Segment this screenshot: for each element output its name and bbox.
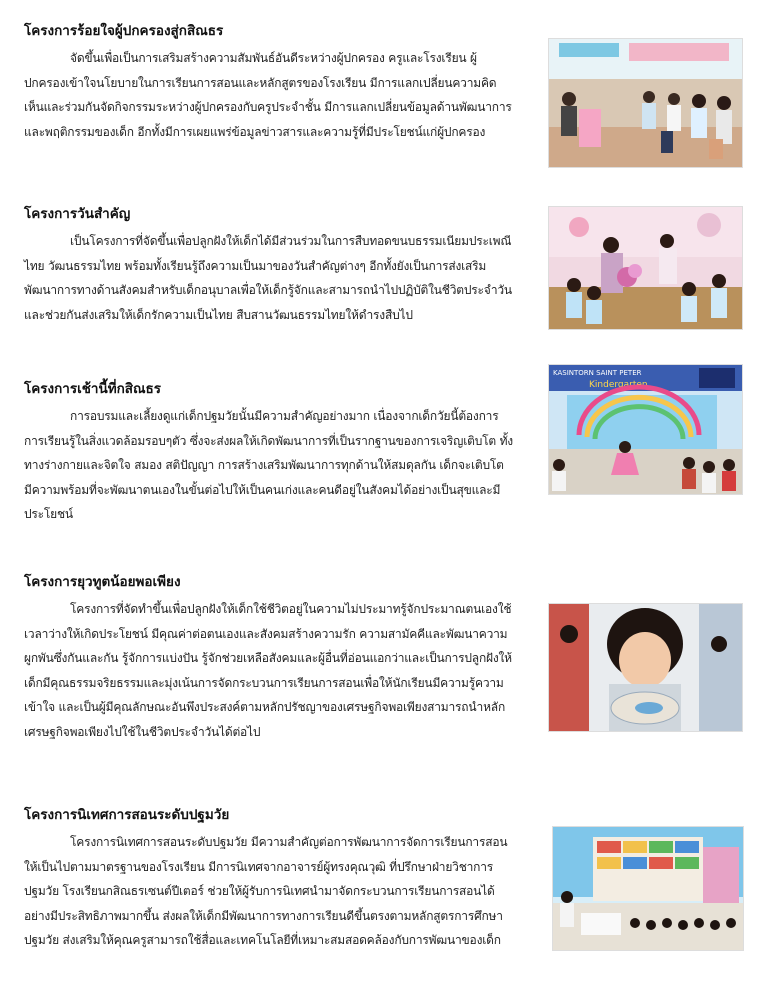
project-title: โครงการนิเทศการสอนระดับปฐมวัย: [24, 807, 230, 823]
project-title: โครงการร้อยใจผู้ปกครองสู่กสิณธร: [24, 23, 224, 39]
teaching-supervision-photo: [552, 826, 744, 951]
project-title: โครงการเช้านี้ที่กสิณธร: [24, 381, 162, 397]
parents-meeting-photo: [548, 38, 743, 168]
kindergarten-sign-text: Kindergarten: [589, 380, 648, 390]
project-description: การอบรมและเลี้ยงดูแก่เด็กปฐมวัยนั้นมีความสำคัญอย่างมาก เนื่องจากเด็กวัยนี้ต้องการการเรียนรู้ในสิ่งแวดล้อมรอบๆตัว ซึ่งจะส่งผลให้เกิดพัฒนาการที่เป็นรากฐานของการเจริญเติบโต ทั้งทางร่างกายและจิตใจ สมอง สติปัญญา การสร้างเสริมพัฒนาการทุกด้านให้สมดุลกัน เด็กจะเติบโต มีความพร้อมที่จะพัฒนาตนเองในขั้นต่อไปให้เป็นคนเก่งและคนดีอยู่ในสังคมได้อย่างเป็นสุขและมีประโยชน์: [24, 409, 513, 521]
project-title: โครงการยุวทูตน้อยพอเพียง: [24, 574, 181, 590]
sufficiency-ambassador-photo: [548, 603, 743, 732]
school-sign-text: KASINTORN SAINT PETER: [553, 369, 642, 377]
project-title: โครงการวันสำคัญ: [24, 206, 131, 222]
project-description: โครงการนิเทศการสอนระดับปฐมวัย มีความสำคัญต่อการพัฒนาการจัดการเรียนการสอนให้เป็นไปตามมาตรฐานของโรงเรียน มีการนิเทศจากอาจารย์ผู้ทรงคุณวุฒิ ที่ปรึกษาฝ่ายวิชาการปฐมวัย โรงเรียนกสิณธรเซนต์ปีเตอร์ ช่วยให้ผู้รับการนิเทศนำมาจัดกระบวนการเรียนการสอนได้อย่างมีประสิทธิภาพมากขึ้น ส่งผลให้เด็กมีพัฒนาการทางการเรียนดีขึ้นตรงตามหลักสูตรการศึกษาปฐมวัย ส่งเสริมให้คุณครูสามารถใช้สื่อและเทคโนโลยีที่เหมาะสมสอดคล้องกับการพัฒนาของเด็ก: [24, 835, 508, 947]
important-days-photo: [548, 206, 743, 330]
project-description: เป็นโครงการที่จัดขึ้นเพื่อปลูกฝังให้เด็กได้มีส่วนร่วมในการสืบทอดขนบธรรมเนียมประเพณีไทย วัฒนธรรมไทย พร้อมทั้งเรียนรู้ถึงความเป็นมาของวันสำคัญต่างๆ อีกทั้งยังเป็นการส่งเสริมพัฒนาการทางด้านสังคมสำหรับเด็กอนุบาลเพื่อให้เด็กรู้จักและสามารถนำไปปฏิบัติในชีวิตประจำวันและช่วยกันส่งเสริมให้เด็กรักความเป็นไทย สืบสานวัฒนธรรมไทยให้ดำรงสืบไป: [24, 234, 512, 322]
project-description: โครงการที่จัดทำขึ้นเพื่อปลูกฝังให้เด็กใช้ชีวิตอยู่ในความไม่ประมาทรู้จักประมาณตนเองใช้เวลาว่างให้เกิดประโยชน์ มีคุณค่าต่อตนเองและสังคมสร้างความรัก ความสามัคคีและพัฒนาความผูกพันซึ่งกันและกัน รู้จักการแบ่งปัน รู้จักช่วยเหลือสังคมและผู้อื่นที่อ่อนแอกว่าและเป็นการปลูกฝังให้เด็กมีคุณธรรมจริยธรรมและมุ่งเน้นการจัดกระบวนการเรียนการสอนเพื่อให้นักเรียนมีความรู้ความเข้าใจ และเป็นผู้มีคุณลักษณะอันพึงประสงค์ตามหลักปรัชญาของเศรษฐกิจพอเพียงสามารถนำหลักเศรษฐกิจพอเพียงไปใช้ในชีวิตประจำวันได้ต่อไป: [24, 602, 512, 739]
project-description: จัดขึ้นเพื่อเป็นการเสริมสร้างความสัมพันธ์อันดีระหว่างผู้ปกครอง ครูและโรงเรียน ผู้ปกครองเข้าใจนโยบายในการเรียนการสอนและหลักสูตรของโรงเรียน มีการแลกเปลี่ยนความคิดเห็นและร่วมกันจัดกิจกรรมระหว่างผู้ปกครองกับครูประจำชั้น มีการแลกเปลี่ยนข้อมูลด้านพัฒนาการและพฤติกรรมของเด็ก อีกทั้งมีการเผยแพร่ข้อมูลข่าวสารและความรู้ที่มีประโยชน์แก่ผู้ปกครอง: [24, 51, 512, 139]
morning-assembly-photo: [548, 364, 743, 495]
